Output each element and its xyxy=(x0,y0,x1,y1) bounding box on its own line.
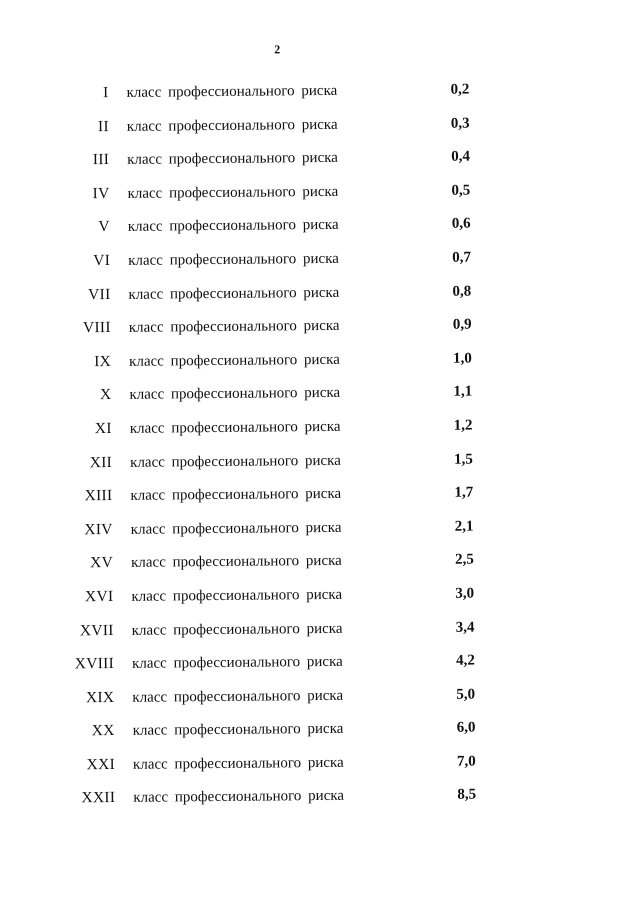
class-numeral: VII xyxy=(87,285,111,303)
class-label: класс профессионального риска xyxy=(127,217,339,236)
class-numeral: XVI xyxy=(84,587,114,606)
class-label: класс профессионального риска xyxy=(131,553,342,572)
class-numeral: XXI xyxy=(86,755,116,774)
coefficient-value: 0,9 xyxy=(452,316,472,333)
list-item xyxy=(3,780,640,820)
class-numeral: I xyxy=(103,84,109,102)
class-numeral: XIX xyxy=(85,688,115,706)
coefficient-value: 0,3 xyxy=(450,115,470,132)
coefficient-value: 3,4 xyxy=(455,619,475,636)
page-number: 2 xyxy=(274,42,281,57)
coefficient-value: 1,7 xyxy=(454,484,474,501)
class-numeral: II xyxy=(97,117,109,135)
class-numeral: XVII xyxy=(79,621,114,639)
class-label: класс профессионального риска xyxy=(133,788,345,807)
class-label: класс профессионального риска xyxy=(126,116,338,135)
class-numeral: XI xyxy=(94,419,112,438)
class-numeral: XIII xyxy=(84,487,113,505)
class-numeral: IV xyxy=(92,184,110,202)
class-label: класс профессионального риска xyxy=(128,317,340,336)
coefficient-value: 6,0 xyxy=(456,719,476,736)
coefficient-value: 2,5 xyxy=(454,551,474,569)
coefficient-value: 4,2 xyxy=(455,652,475,669)
class-label: класс профессионального риска xyxy=(130,452,341,471)
class-label: класс профессионального риска xyxy=(132,687,344,706)
class-label: класс профессионального риска xyxy=(130,485,342,504)
class-numeral: XVIII xyxy=(74,655,115,673)
coefficient-value: 8,5 xyxy=(457,786,477,804)
class-label: класс профессионального риска xyxy=(129,385,341,404)
class-numeral: X xyxy=(99,386,112,404)
coefficient-value: 7,0 xyxy=(456,753,476,770)
coefficient-value: 0,2 xyxy=(450,81,470,98)
class-numeral: V xyxy=(98,218,110,236)
class-label: класс профессионального риска xyxy=(128,250,339,269)
class-numeral: VI xyxy=(93,251,111,270)
class-label: класс профессионального риска xyxy=(128,284,340,303)
class-label: класс профессионального риска xyxy=(131,653,343,672)
class-label: класс профессионального риска xyxy=(127,183,339,202)
class-numeral: IX xyxy=(94,352,112,370)
coefficient-value: 0,7 xyxy=(452,249,471,266)
risk-class-list xyxy=(0,75,640,820)
coefficient-value: 0,4 xyxy=(451,148,471,165)
coefficient-value: 1,2 xyxy=(453,417,473,434)
class-label: класс профессионального риска xyxy=(132,754,344,773)
class-numeral: XXII xyxy=(81,789,116,807)
coefficient-value: 2,1 xyxy=(454,518,474,535)
class-numeral: XIV xyxy=(84,520,113,538)
coefficient-value: 5,0 xyxy=(456,686,476,703)
class-numeral: XV xyxy=(89,554,114,572)
class-label: класс профессионального риска xyxy=(127,150,339,169)
class-label: класс профессионального риска xyxy=(130,519,342,538)
class-numeral: XX xyxy=(91,722,115,740)
coefficient-value: 1,1 xyxy=(453,383,473,401)
class-label: класс профессионального риска xyxy=(129,351,340,370)
coefficient-value: 1,0 xyxy=(453,350,472,367)
coefficient-value: 1,5 xyxy=(454,451,473,468)
class-label: класс профессионального риска xyxy=(126,82,338,101)
coefficient-value: 0,5 xyxy=(451,182,471,199)
class-numeral: VIII xyxy=(82,319,111,337)
class-numeral: III xyxy=(92,151,110,169)
class-label: класс профессионального риска xyxy=(131,586,343,605)
class-label: класс профессионального риска xyxy=(131,620,343,639)
coefficient-value: 0,6 xyxy=(451,215,471,233)
coefficient-value: 3,0 xyxy=(455,585,475,602)
class-numeral: XII xyxy=(89,453,113,471)
coefficient-value: 0,8 xyxy=(452,283,472,300)
class-label: класс профессионального риска xyxy=(132,721,344,740)
class-label: класс профессионального риска xyxy=(129,418,341,437)
